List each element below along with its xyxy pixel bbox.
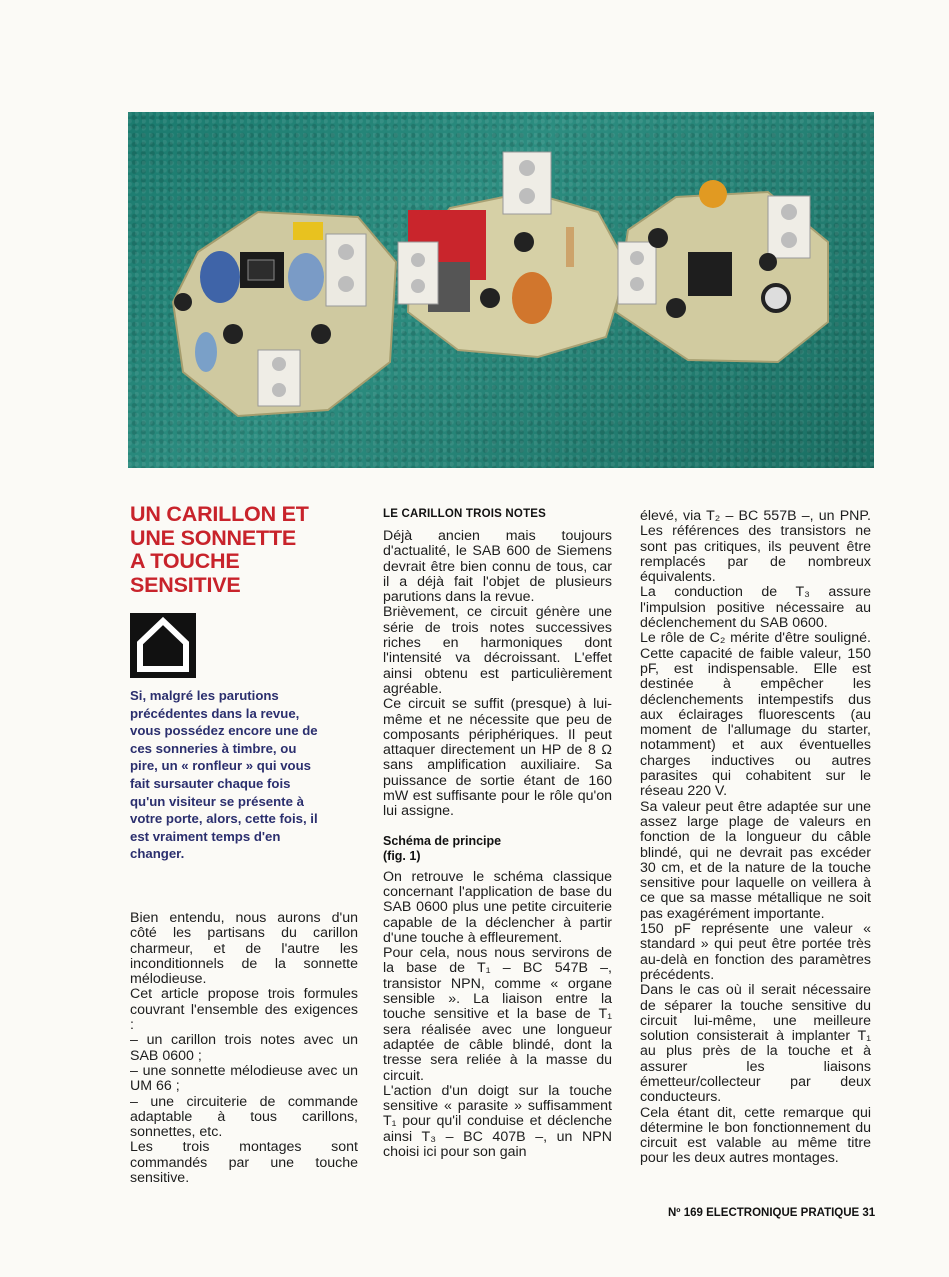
paragraph: Déjà ancien mais toujours d'actualité, le SAB 600 de Siemens devrait être bien connu de tous, car il a déjà fait l'objet de plusieurs parutions dans la revue. <box>383 528 612 606</box>
subheading: Schéma de principe (fig. 1) <box>383 833 502 863</box>
paragraph: Cet article propose trois formules couvrant l'ensemble des exigences : <box>130 986 358 1034</box>
paragraph: Le rôle de C₂ mérite d'être souligné. Cette capacité de faible valeur, 150 pF, est indispensable. Elle est destinée à empêcher les déclenchements intempestifs dus aux éclairages fluorescents (au moment de l'allumage du starter, notamment) et aux éventuelles charges inductives ou autres parasites qui cohabitent sur le réseau 220 V. <box>640 630 871 800</box>
paragraph: Cela étant dit, cette remarque qui détermine le bon fonctionnement du circuit est valable au même titre pour les deux autres montages. <box>640 1104 871 1167</box>
article-lead: Si, malgré les parutions précédentes dans la revue, vous possédez encore une de ces sonneries à timbre, ou pire, un « ronfleur » qui vous fait sursauter chaque fois qu'un visiteur se présente à votre porte, alors, cette fois, il est vraiment temps d'en changer. <box>130 688 318 862</box>
paragraph: Dans le cas où il serait nécessaire de séparer la touche sensitive du circuit lui-même, une meilleure solution consisterait à implanter T₁ au plus près de la touche et à assurer les liaisons émetteur/collecteur par deux conducteurs. <box>640 982 871 1106</box>
paragraph: 150 pF représente une valeur « standard » qui peut être portée très au-delà en fonction des paramètres précédents. <box>640 921 871 983</box>
paragraph: Ce circuit se suffit (presque) à lui-même et ne nécessite que peu de composants périphériques. Il peut attaquer directement un HP de 8 Ω sans amplification auxiliaire. Sa puissance de sortie étant de 160 mW est suffisante pour le rôle qu'on lui assigne. <box>383 696 612 820</box>
paragraph: Les trois montages sont commandés par une touche sensitive. <box>130 1139 358 1187</box>
circuit-boards-illustration <box>128 112 874 468</box>
list-item: – une circuiterie de commande adaptable à tous carillons, sonnettes, etc. <box>130 1093 358 1141</box>
paragraph: élevé, via T₂ – BC 557B –, un PNP. Les références des transistors ne sont pas critiques, ils peuvent être remplacés par de nombreux équivalents. <box>640 508 871 586</box>
paragraph: Brièvement, ce circuit génère une série de trois notes successives riches en harmoniques dont l'intensité va décroissant. L'effet ainsi obtenu est particulièrement agréable. <box>383 604 612 697</box>
list-item: – une sonnette mélodieuse avec un UM 66 ; <box>130 1062 358 1095</box>
paragraph: Pour cela, nous nous servirons de la base de T₁ – BC 547B –, transistor NPN, comme « organe sensible ». La liaison entre la touche sensitive et la base de T₁ sera réalisée avec une longueur adaptée de câble blindé, dont la tresse sera reliée à la masse du circuit. <box>383 945 612 1084</box>
list-item: – un carillon trois notes avec un SAB 0600 ; <box>130 1032 358 1064</box>
article-photo <box>128 112 874 468</box>
article-title: UN CARILLON ET UNE SONNETTE A TOUCHE SENSITIVE <box>130 502 309 597</box>
paragraph: L'action d'un doigt sur la touche sensitive « parasite » suffisamment T₁ pour qu'il conduise et déclenche ainsi T₃ – BC 407B –, un NPN choisi ici pour son gain <box>383 1082 612 1160</box>
column-1 <box>130 911 358 1186</box>
section-heading: LE CARILLON TROIS NOTES <box>383 508 547 520</box>
paragraph: Sa valeur peut être adaptée sur une assez large plage de valeurs en fonction de la longueur du câble blindé, qui ne devrait pas excéder 30 cm, et de la nature de la touche sensitive pour laquelle on veillera à ce que sa masse métallique ne soit pas exagérément importante. <box>640 798 871 922</box>
paragraph: Bien entendu, nous aurons d'un côté les partisans du carillon charmeur, et de l'autre les inconditionnels de la sonnette mélodieuse. <box>130 910 358 988</box>
paragraph: On retrouve le schéma classique concernant l'application de base du SAB 0600 plus une petite circuiterie capable de la déclencher à partir d'une touche à effleurement. <box>383 868 612 946</box>
page-footer: Nº 169 ELECTRONIQUE PRATIQUE 31 <box>668 1207 876 1219</box>
column-3 <box>640 509 871 1167</box>
house-logo-icon <box>130 613 196 678</box>
column-2 <box>383 529 612 1160</box>
paragraph: La conduction de T₃ assure l'impulsion positive nécessaire au déclenchement du SAB 0600. <box>640 584 871 632</box>
